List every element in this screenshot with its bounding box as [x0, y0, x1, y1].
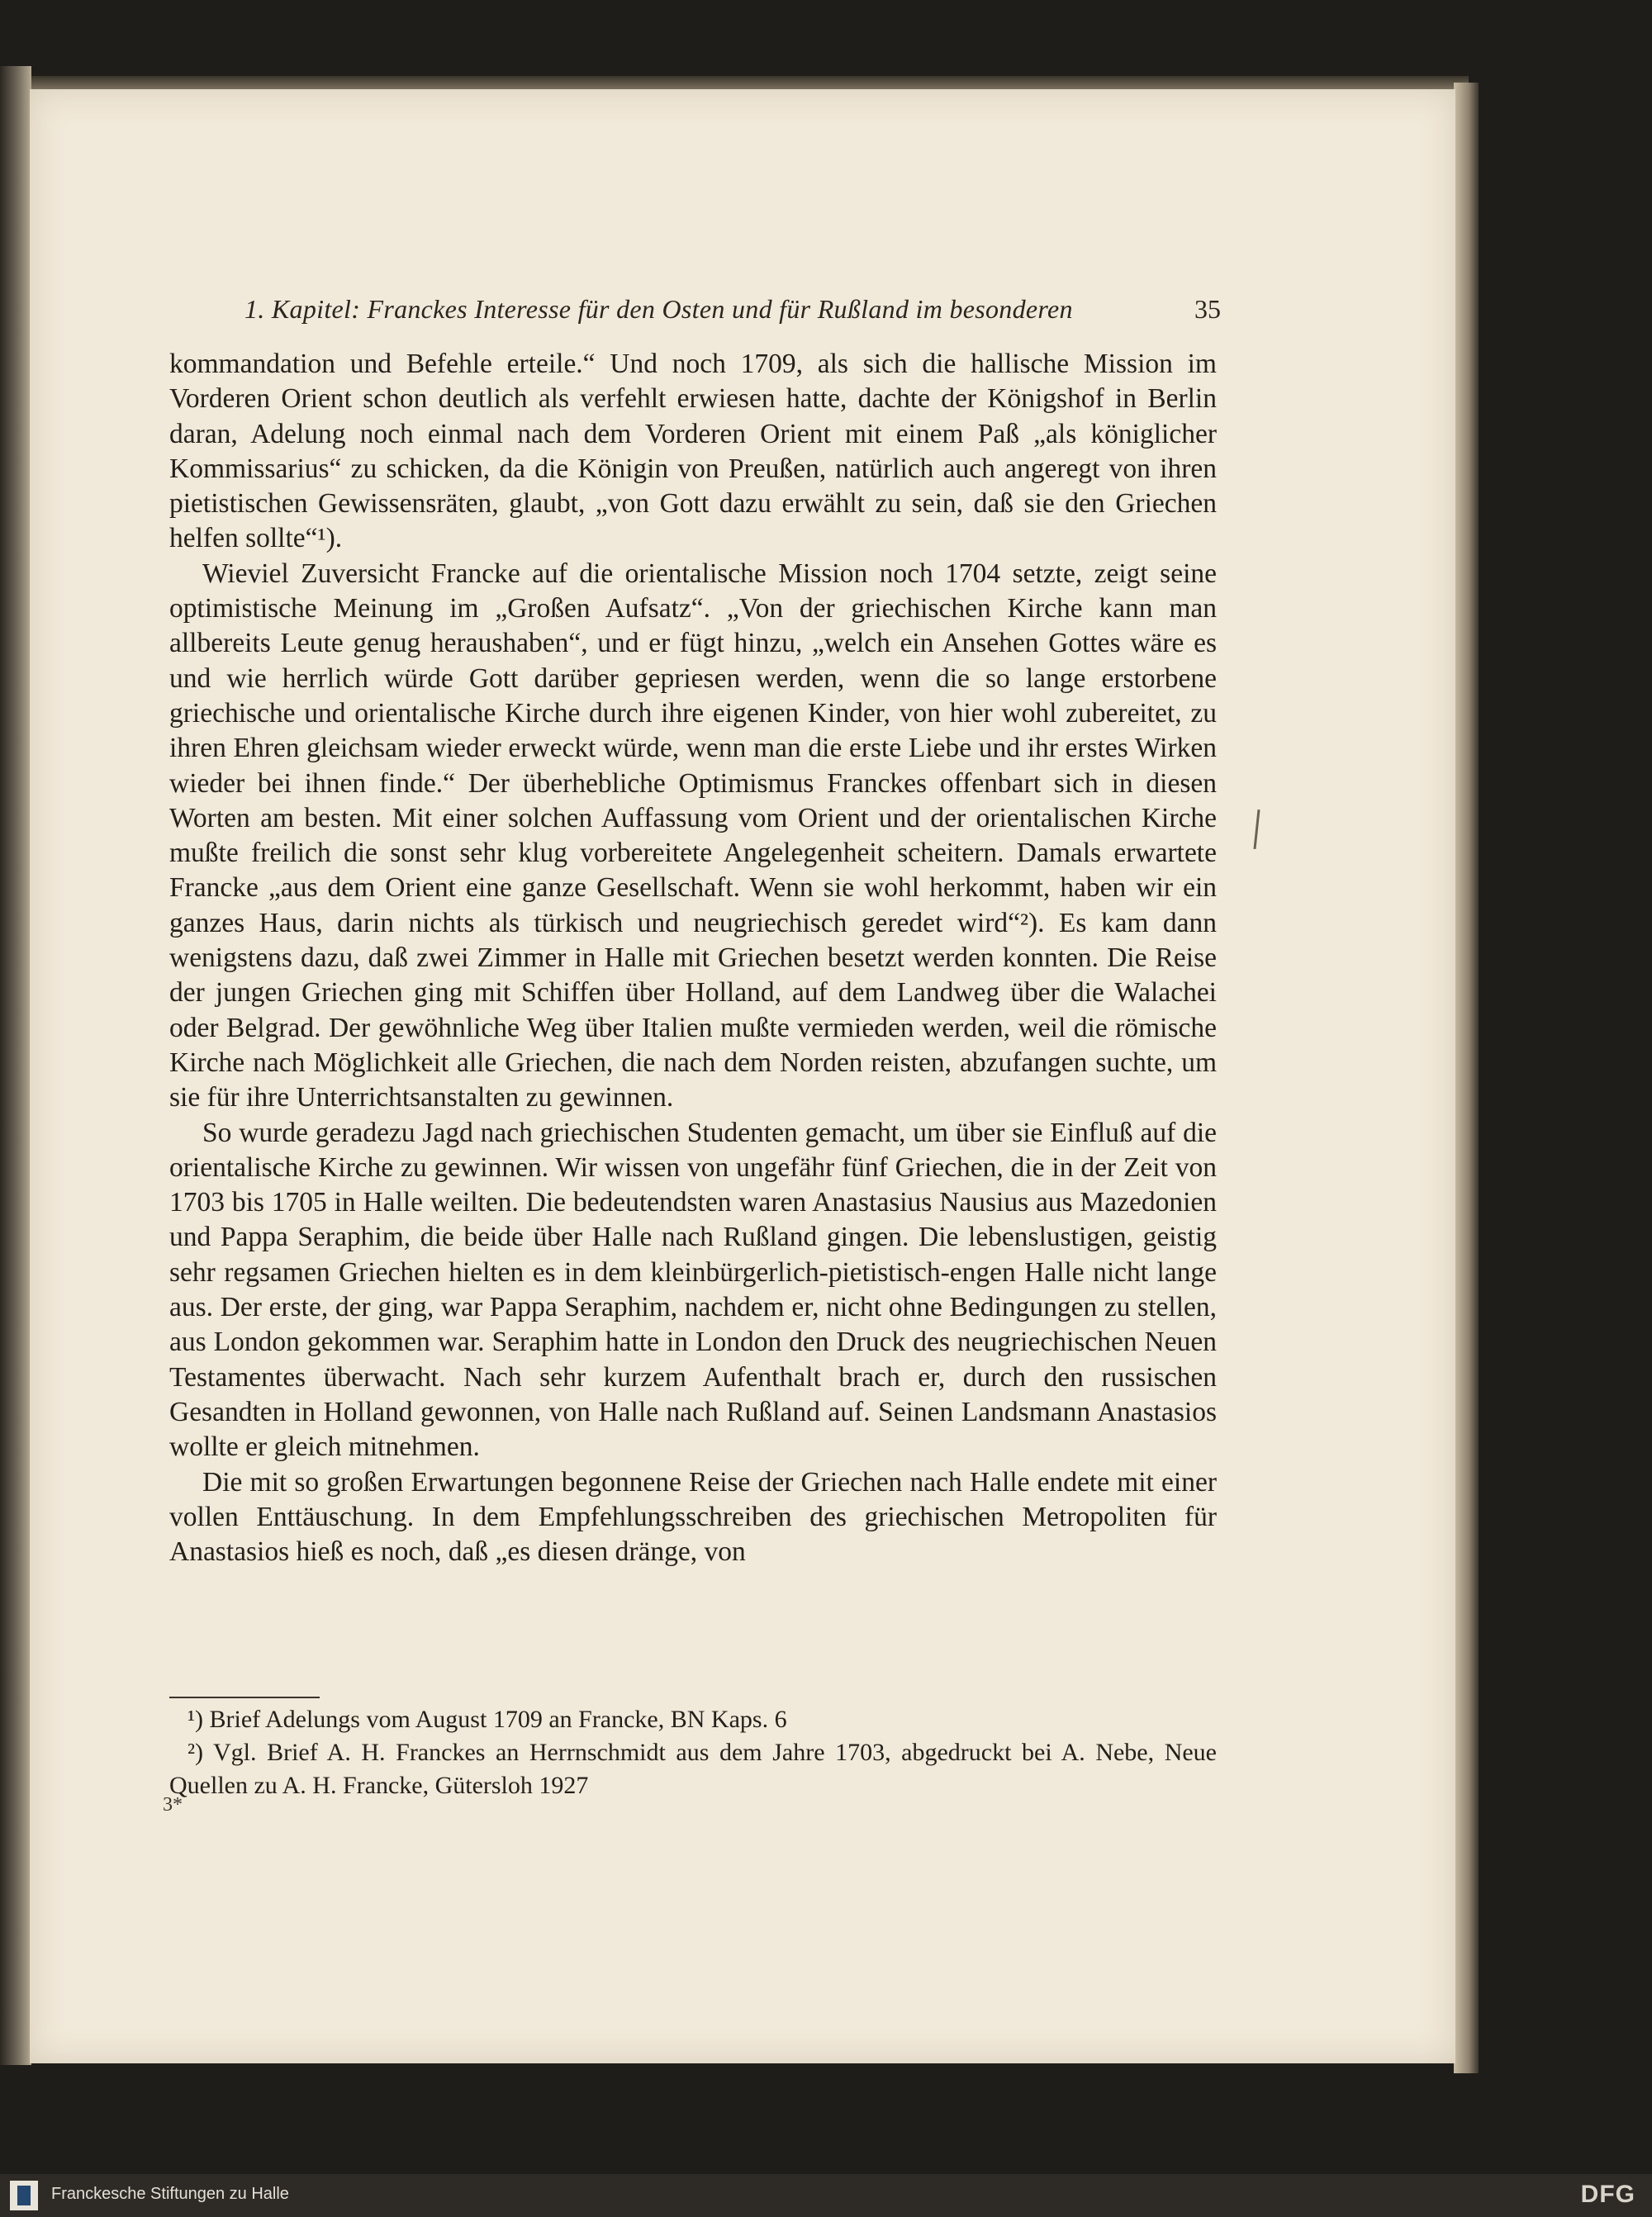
viewer-footer-bar — [0, 2174, 1652, 2217]
footnotes — [169, 1703, 1217, 1802]
institution-name: Franckesche Stiftungen zu Halle — [51, 2185, 289, 2203]
footnote: ¹) Brief Adelungs vom August 1709 an Francke, BN Kaps. 6 — [188, 1706, 787, 1733]
book-right-edge — [1454, 83, 1479, 2073]
dfg-logo: DFG — [1580, 2181, 1635, 2208]
paragraph: kommandation und Befehle erteile.“ Und noch 1709, als sich die hallische Mission im Vorderen Orient schon deutlich als verfehlt erwiesen hatte, dachte der Königshof in Berlin daran, Adelung noch einmal nach dem Vorderen Orient mit einem Paß „als königlicher Kommissarius“ zu schicken, da die Königin von Preußen, natürlich auch angeregt von ihren pietistischen Gewissensräten, glaubt, „von Gott dazu erwählt zu sein, daß sie den Griechen helfen sollte“¹). — [169, 349, 1217, 554]
paragraph: Wieviel Zuversicht Francke auf die orientalische Mission noch 1704 setzte, zeigt seine optimistische Meinung im „Großen Aufsatz“. „Von der griechischen Kirche kann man allbereits Leute genug heraushaben“, und er fügt hinzu, „welch ein Ansehen Gottes wäre es und wie herrlich würde Gott darüber gepriesen werden, wenn die so lange erstorbene griechische und orientalische Kirche durch ihre eigenen Kinder, von hier wohl zubereitet, zu ihren Ehren gleichsam wieder erweckt würde, wenn man die erste Liebe und ihr erstes Wirken wieder bei ihnen finde.“ Der überhebliche Optimismus Franckes offenbart sich in diesen Worten am besten. Mit einer solchen Auffassung vom Orient und der orientalischen Kirche mußte freilich die sonst sehr klug vorbereitete Angelegenheit scheitern. Damals erwartete Francke „aus dem Orient eine ganze Gesellschaft. Wenn sie wohl herkommt, haben wir ein ganzes Haus, darin nichts als türkisch und neugriechisch geredet wird“²). Es kam dann wenigstens dazu, daß zwei Zimmer in Halle mit Griechen besetzt werden konnten. Die Reise der jungen Griechen ging mit Schiffen über Holland, auf dem Landweg über die Walachei oder Belgrad. Der gewöhnliche Weg über Italien mußte vermieden werden, weil die römische Kirche nach Möglichkeit alle Griechen, die nach dem Norden reisten, abzufangen suchte, um sie für ihre Unterrichtsanstalten zu gewinnen. — [169, 558, 1217, 1113]
chapter-title: 1. Kapitel: Franckes Interesse für den Osten und für Rußland im besonderen — [244, 294, 1073, 324]
paragraph: Die mit so großen Erwartungen begonnene Reise der Griechen nach Halle endete mit einer vollen Enttäuschung. In dem Empfehlungsschreiben des griechischen Metropoliten für Anastasios hieß es noch, daß „es diesen dränge, von — [169, 1466, 1217, 1568]
page-number: 35 — [1194, 294, 1221, 324]
footnote-rule — [169, 1697, 320, 1698]
institution-logo-icon — [10, 2181, 38, 2210]
footnote: ²) Vgl. Brief A. H. Franckes an Herrnschmidt aus dem Jahre 1703, abgedruckt bei A. Nebe, Neue Quellen zu A. H. Francke, Gütersloh 1927 — [169, 1739, 1217, 1799]
body-text — [169, 347, 1217, 1569]
book-left-edge — [0, 66, 31, 2065]
paragraph: So wurde geradezu Jagd nach griechischen Studenten gemacht, um über sie Einfluß auf die orientalische Kirche zu gewinnen. Wir wissen von ungefähr fünf Griechen, die in der Zeit von 1703 bis 1705 in Halle weilten. Die bedeutendsten waren Anastasius Nausius aus Mazedonien und Pappa Seraphim, die beide über Halle nach Rußland gingen. Die lebenslustigen, geistig sehr regsamen Griechen hielten es in dem kleinbürgerlich-pietistisch-engen Halle nicht lange aus. Der erste, der ging, war Pappa Seraphim, nachdem er, nicht ohne Bedingungen zu stellen, aus London gekommen war. Seraphim hatte in London den Druck des neugriechischen Neuen Testamentes überwacht. Nach sehr kurzem Aufenthalt brach er, durch den russischen Gesandten in Holland gewonnen, von Halle nach Rußland auf. Seinen Landsmann Anastasios wollte er gleich mitnehmen. — [169, 1117, 1217, 1463]
running-head — [244, 291, 1221, 332]
signature-mark: 3* — [163, 1794, 183, 1816]
